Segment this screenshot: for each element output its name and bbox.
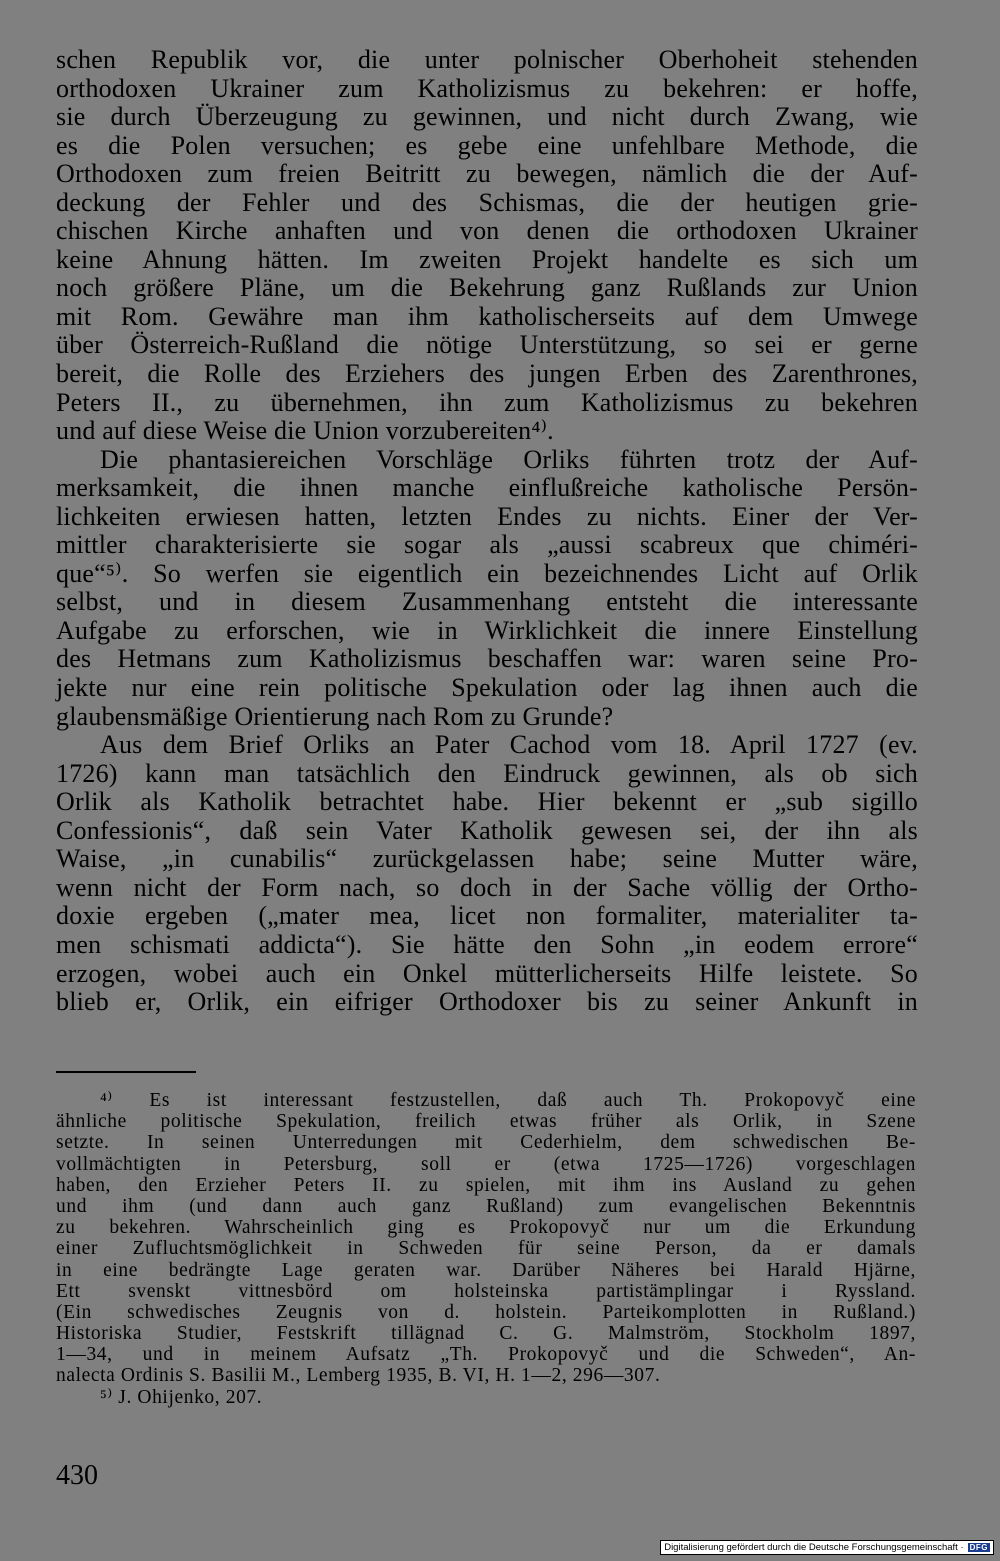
digitization-credit bbox=[660, 1540, 994, 1555]
text-line: wenn nicht der Form nach, so doch in der Sache völlig der Ortho- bbox=[56, 872, 918, 902]
text-line: blieb er, Orlik, ein eifriger Orthodoxer bis zu seiner Ankunft in bbox=[56, 987, 918, 1017]
footnote-line: und ihm (und dann auch ganz Rußland) zum evangelischen Bekenntnis bbox=[56, 1195, 916, 1217]
text-line: noch größere Pläne, um die Bekehrung ganz Rußlands zur Union bbox=[56, 273, 918, 303]
text-line: Aus dem Brief Orliks an Pater Cachod vom 18. April 1727 (ev. bbox=[100, 730, 918, 760]
text-line: bereit, die Rolle des Erziehers des jungen Erben des Zarenthrones, bbox=[56, 359, 918, 389]
text-line: doxie ergeben („mater mea, licet non formaliter, materialiter ta- bbox=[56, 901, 918, 931]
text-line: 1726) kann man tatsächlich den Eindruck gewinnen, als ob sich bbox=[56, 758, 918, 788]
text-line: Die phantasiereichen Vorschläge Orliks führten trotz der Auf- bbox=[100, 444, 918, 474]
text-line: über Österreich-Rußland die nötige Unterstützung, so sei er gerne bbox=[56, 330, 918, 360]
footnote-line: haben, den Erzieher Peters II. zu spielen, mit ihm ins Ausland zu gehen bbox=[56, 1174, 916, 1196]
text-line: mit Rom. Gewähre man ihm katholischerseits auf dem Umwege bbox=[56, 301, 918, 331]
text-line: men schismati addicta“). Sie hätte den Sohn „in eodem errore“ bbox=[56, 929, 918, 959]
footnote-line: ähnliche politische Spekulation, freilich etwas früher als Orlik, in Szene bbox=[56, 1111, 916, 1133]
text-line: Peters II., zu übernehmen, ihn zum Katholizismus zu bekehren bbox=[56, 387, 918, 417]
text-line: schen Republik vor, die unter polnischer Oberhoheit stehenden bbox=[56, 45, 918, 74]
text-line: jekte nur eine rein politische Spekulation oder lag ihnen auch die bbox=[56, 673, 918, 703]
footnote-line: (Ein schwedisches Zeugnis von d. holstein. Parteikomplotten in Rußland.) bbox=[56, 1301, 916, 1323]
footnote-line: vollmächtigten in Petersburg, soll er (etwa 1725—1726) vorgeschlagen bbox=[56, 1153, 916, 1175]
footnotes bbox=[56, 1090, 916, 1408]
footnote-line: ⁵⁾ J. Ohijenko, 207. bbox=[100, 1386, 263, 1408]
text-line: chischen Kirche anhaften und von denen die orthodoxen Ukrainer bbox=[56, 216, 918, 246]
text-line: es die Polen versuchen; es gebe eine unfehlbare Methode, die bbox=[56, 130, 918, 160]
text-line: mittler charakterisierte sie sogar als „aussi scabreux que chiméri- bbox=[56, 530, 918, 560]
footnote-line: nalecta Ordinis S. Basilii M., Lemberg 1935, B. VI, H. 1—2, 296—307. bbox=[56, 1365, 661, 1387]
text-line: deckung der Fehler und des Schismas, die der heutigen grie- bbox=[56, 187, 918, 217]
text-line: Orthodoxen zum freien Beitritt zu bewegen, nämlich die der Auf- bbox=[56, 159, 918, 189]
text-line: keine Ahnung hätten. Im zweiten Projekt handelte es sich um bbox=[56, 244, 918, 274]
footnote-divider bbox=[56, 1071, 196, 1073]
main-text bbox=[56, 46, 918, 1017]
footnote-line: einer Zufluchtsmöglichkeit in Schweden für seine Person, da er damals bbox=[56, 1238, 916, 1260]
text-line: lichkeiten erwiesen hatten, letzten Endes zu nichts. Einer der Ver- bbox=[56, 501, 918, 531]
text-line: Confessionis“, daß sein Vater Katholik gewesen sei, der ihn als bbox=[56, 815, 918, 845]
footnote-line: Historiska Studier, Festskrift tillägnad C. G. Malmström, Stockholm 1897, bbox=[56, 1323, 916, 1345]
dfg-logo: DFG bbox=[969, 1543, 988, 1552]
text-line: Aufgabe zu erforschen, wie in Wirklichkeit die innere Einstellung bbox=[56, 615, 918, 645]
text-line: selbst, und in diesem Zusammenhang entsteht die interessante bbox=[56, 587, 918, 617]
text-line: sie durch Überzeugung zu gewinnen, und nicht durch Zwang, wie bbox=[56, 102, 918, 132]
page-number: 430 bbox=[56, 1460, 98, 1491]
footnote-line: zu bekehren. Wahrscheinlich ging es Prokopovyč nur um die Erkundung bbox=[56, 1217, 916, 1239]
footnote-line: ⁴⁾ Es ist interessant festzustellen, daß auch Th. Prokopovyč eine bbox=[100, 1090, 916, 1111]
credit-text: Digitalisierung gefördert durch die Deutsche Forschungsgemeinschaft · bbox=[664, 1542, 964, 1553]
text-line: glaubensmäßige Orientierung nach Rom zu Grunde? bbox=[56, 701, 614, 731]
text-line: Waise, „in cunabilis“ zurückgelassen habe; seine Mutter wäre, bbox=[56, 844, 918, 874]
text-line: que“⁵⁾. So werfen sie eigentlich ein bezeichnendes Licht auf Orlik bbox=[56, 558, 918, 588]
text-line: Orlik als Katholik betrachtet habe. Hier bekennt er „sub sigillo bbox=[56, 787, 918, 817]
text-line: merksamkeit, die ihnen manche einflußreiche katholische Persön- bbox=[56, 473, 918, 503]
text-line: und auf diese Weise die Union vorzubereiten⁴⁾. bbox=[56, 416, 554, 446]
footnote-line: in eine bedrängte Lage geraten war. Darüber Näheres bei Harald Hjärne, bbox=[56, 1259, 916, 1281]
text-line: orthodoxen Ukrainer zum Katholizismus zu bekehren: er hoffe, bbox=[56, 73, 918, 103]
footnote-line: Ett svenskt vittnesbörd om holsteinska partistämplingar i Ryssland. bbox=[56, 1280, 916, 1302]
footnote-line: setzte. In seinen Unterredungen mit Cederhielm, dem schwedischen Be- bbox=[56, 1132, 916, 1154]
text-line: des Hetmans zum Katholizismus beschaffen war: waren seine Pro- bbox=[56, 644, 918, 674]
footnote-line: 1—34, und in meinem Aufsatz „Th. Prokopovyč und die Schweden“, An- bbox=[56, 1344, 916, 1366]
text-line: erzogen, wobei auch ein Onkel mütterlicherseits Hilfe leistete. So bbox=[56, 958, 918, 988]
